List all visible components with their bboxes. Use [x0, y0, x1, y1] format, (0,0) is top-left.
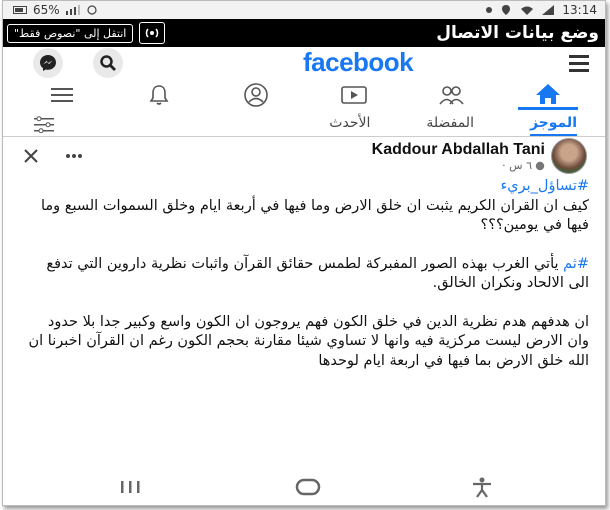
status-left — [13, 3, 98, 17]
cell-signal-icon — [542, 5, 554, 15]
paragraph-text: يأتي الغرب بهذه الصور المفبركة لطمس حقائق القرآن واثبات نظرية داروين التي تدفع الى الالحاد ونكران الخالق. — [46, 255, 589, 291]
tab-recent[interactable]: الأحدث — [329, 114, 371, 131]
hashtag-link[interactable]: #تساؤل_بريء — [500, 178, 589, 194]
post-body — [23, 177, 589, 390]
battery-icon — [13, 6, 27, 14]
globe-icon — [535, 161, 545, 171]
tab-favorites[interactable]: المفضلة — [426, 114, 474, 131]
recent-apps-icon[interactable] — [116, 478, 146, 496]
close-icon[interactable] — [23, 148, 39, 164]
nav-notifications[interactable] — [129, 80, 189, 110]
paragraph-text: ان هدفهم هدم نظرية الدين في خلق الكون فهم يروجون ان الكون واسع وكبير جدا بلا حدود وان الارض ليست مركزية فيه وانها لا تساوي شيئا مقارنة بحجم الكون رغم ان القرآن اخبرنا ان الله خلق الارض بما فيها في اربعة ايام لوحدها — [28, 313, 589, 369]
location-icon — [500, 4, 512, 16]
signal-icon — [66, 5, 80, 15]
hamburger-icon — [50, 86, 74, 104]
tab-news-feed[interactable]: الموجز — [530, 112, 577, 136]
bell-icon — [147, 83, 171, 107]
alarm-icon — [86, 5, 98, 15]
status-right — [486, 3, 597, 17]
post-time-text: ٦ س · — [502, 158, 532, 172]
facebook-logo[interactable]: facebook — [303, 47, 414, 77]
post-actions — [23, 148, 83, 164]
phone-screen — [2, 0, 606, 506]
data-mode-title: وضع بيانات الاتصال — [436, 23, 599, 43]
data-mode-controls — [7, 22, 165, 44]
text-only-button[interactable]: انتقل إلى "نصوص فقط" — [7, 24, 133, 43]
profile-icon — [243, 82, 269, 108]
post-header — [3, 137, 606, 175]
nav-profile[interactable] — [226, 80, 286, 110]
post-paragraph — [23, 177, 589, 236]
paragraph-text: كيف ان القران الكريم يثبت ان خلق الارض وما فيها في أربعة ايام وخلق السموات السبع وما فيها في يومين؟؟؟ — [40, 197, 589, 233]
nav-watch[interactable] — [324, 80, 384, 110]
clock: 13:14 — [562, 3, 597, 17]
status-bar — [3, 1, 606, 19]
data-mode-bar — [3, 19, 606, 47]
nav-friends[interactable] — [421, 80, 481, 110]
app-menu-icon[interactable] — [569, 55, 589, 72]
broadcast-icon[interactable] — [139, 22, 165, 44]
author-texts — [372, 141, 545, 172]
nav-menu[interactable] — [32, 80, 92, 110]
post-author — [372, 138, 587, 174]
post-paragraph — [23, 313, 589, 372]
post-time — [372, 159, 545, 172]
nav-home[interactable] — [518, 80, 578, 110]
home-icon — [534, 82, 562, 106]
more-options-icon[interactable] — [65, 153, 83, 159]
friends-icon — [437, 83, 465, 107]
hashtag-link[interactable]: #ثم — [563, 255, 589, 272]
filter-sliders-icon[interactable] — [33, 115, 55, 133]
wifi-icon — [520, 5, 534, 15]
notification-dot-icon — [486, 7, 492, 13]
avatar[interactable] — [551, 138, 587, 174]
home-button-icon[interactable] — [293, 477, 323, 497]
header-buttons — [33, 48, 123, 78]
post-paragraph — [23, 255, 589, 294]
author-name[interactable]: Kaddour Abdallah Tani — [371, 140, 545, 158]
android-nav-bar — [3, 467, 606, 506]
facebook-header — [3, 47, 606, 79]
video-icon — [340, 84, 368, 106]
messenger-icon[interactable] — [33, 48, 63, 78]
main-nav — [3, 79, 606, 111]
search-icon[interactable] — [93, 48, 123, 78]
battery-percent: 65% — [33, 3, 60, 17]
feed-tabs — [3, 111, 606, 137]
feed-tab-list — [329, 112, 577, 136]
accessibility-icon[interactable] — [470, 476, 494, 498]
